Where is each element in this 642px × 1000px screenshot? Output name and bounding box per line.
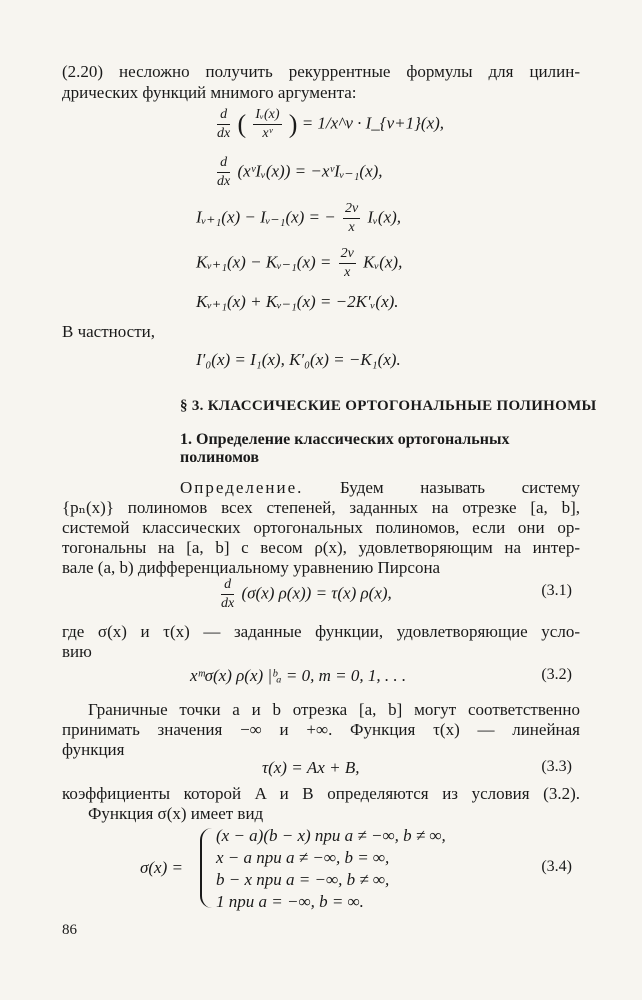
fraction: $\frac{2\nu}{x}$ — [340, 246, 354, 280]
formula: Kᵥ₊₁(x) − Kᵥ₋₁(x) = $\frac{2\nu}{x}$ Kᵥ(x), — [196, 246, 403, 280]
formula: $\frac{d}{dx}$ ( $\frac{\text{Iᵥ(x)}}{\text{xᵛ}}$ ) = 1/x^ν · I_{ν+1}(x), — [217, 107, 445, 141]
formula: I′₀(x) = I₁(x), K′₀(x) = −K₁(x). — [196, 350, 401, 369]
fraction: $\frac{d}{dx}$ — [217, 155, 231, 189]
text-line: тогональны на [a, b] с весом ρ(x), удовлетворяющим на интер- — [62, 538, 580, 557]
text-line: где σ(x) и τ(x) — заданные функции, удовлетворяющие усло- — [62, 622, 580, 641]
equation-number: (3.2) — [541, 666, 572, 683]
text-line: коэффициенты которой A и B определяются из условия (3.2). — [62, 784, 580, 803]
case-line: x − a при a ≠ −∞, b = ∞, — [216, 848, 390, 867]
text-line: (2.20) несложно получить рекуррентные формулы для цилин- — [62, 62, 580, 81]
case-line: (x − a)(b − x) при a ≠ −∞, b ≠ ∞, — [216, 826, 446, 845]
section-title: § 3. КЛАССИЧЕСКИЕ ОРТОГОНАЛЬНЫЕ ПОЛИНОМЫ — [180, 398, 597, 414]
fraction: $\frac{d}{dx}$ — [221, 577, 235, 611]
subsection-title: полиномов — [180, 449, 260, 466]
page-number: 86 — [62, 922, 77, 938]
case-line: b − x при a = −∞, b ≠ ∞, — [216, 870, 390, 889]
text-line: В частности, — [62, 322, 156, 341]
formula: τ(x) = Ax + B, — [262, 758, 360, 777]
formula: $\frac{d}{dx}$ (xᵛIᵥ(x)) = −xᵛIᵥ₋₁(x), — [217, 155, 383, 189]
fraction: $\frac{d}{dx}$ — [217, 107, 231, 141]
text-line: функция — [62, 740, 125, 759]
text-line: Граничные точки a и b отрезка [a, b] могут соответственно — [88, 700, 580, 719]
text-line: дрических функций мнимого аргумента: — [62, 83, 357, 102]
text-line: вию — [62, 642, 92, 661]
left-brace — [200, 828, 214, 908]
case-line: 1 при a = −∞, b = ∞. — [216, 892, 364, 911]
formula: $\frac{d}{dx}$ (σ(x) ρ(x)) = τ(x) ρ(x), — [221, 577, 392, 611]
text-line: Определение. Будем называть систему — [180, 478, 581, 497]
text-line: {pₙ(x)} полиномов всех степеней, заданных на отрезке [a, b], — [62, 498, 580, 517]
text-line: системой классических ортогональных полиномов, если они ор- — [62, 518, 580, 537]
text-line: вале (a, b) дифференциальному уравнению Пирсона — [62, 558, 441, 577]
formula: xᵐσ(x) ρ(x) |ᵇₐ = 0, m = 0, 1, . . . — [190, 666, 407, 685]
fraction: $\frac{2\nu}{x}$ — [345, 201, 359, 235]
formula: Kᵥ₊₁(x) + Kᵥ₋₁(x) = −2K′ᵥ(x). — [196, 292, 399, 311]
text-line: принимать значения −∞ и +∞. Функция τ(x) — линейная — [62, 720, 580, 739]
formula: σ(x) = — [140, 858, 183, 877]
equation-number: (3.4) — [541, 858, 572, 875]
text-line: Функция σ(x) имеет вид — [88, 804, 264, 823]
formula: Iᵥ₊₁(x) − Iᵥ₋₁(x) = − $\frac{2\nu}{x}$ Iᵥ(x), — [196, 201, 402, 235]
equation-number: (3.1) — [541, 582, 572, 599]
subsection-title: 1. Определение классических ортогональных — [180, 431, 510, 448]
equation-number: (3.3) — [541, 758, 572, 775]
fraction: $\frac{\text{Iᵥ(x)}}{\text{xᵛ}}$ — [255, 107, 280, 141]
